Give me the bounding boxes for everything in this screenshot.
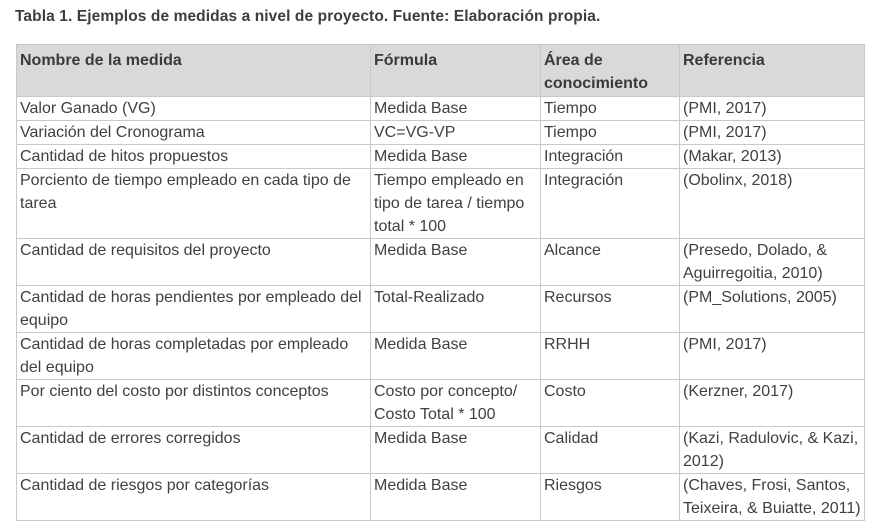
- cell-reference: (PM_Solutions, 2005): [680, 286, 865, 333]
- table-row: [17, 286, 865, 333]
- header-formula: Fórmula: [371, 45, 541, 97]
- cell-reference: (PMI, 2017): [680, 121, 865, 145]
- header-name: Nombre de la medida: [17, 45, 371, 97]
- cell-area: Riesgos: [541, 474, 680, 521]
- cell-name: Cantidad de hitos propuestos: [17, 145, 371, 169]
- table-row: [17, 380, 865, 427]
- cell-name: Cantidad de requisitos del proyecto: [17, 239, 371, 286]
- cell-area: Integración: [541, 145, 680, 169]
- cell-formula: Medida Base: [371, 333, 541, 380]
- cell-area: Alcance: [541, 239, 680, 286]
- measures-table: [16, 44, 865, 521]
- table-row: [17, 121, 865, 145]
- cell-area: Costo: [541, 380, 680, 427]
- cell-area: Calidad: [541, 427, 680, 474]
- table-row: [17, 97, 865, 121]
- cell-formula: Costo por concepto/ Costo Total * 100: [371, 380, 541, 427]
- cell-area: Tiempo: [541, 121, 680, 145]
- table-row: [17, 239, 865, 286]
- cell-reference: (Makar, 2013): [680, 145, 865, 169]
- table-row: [17, 145, 865, 169]
- cell-formula: Total-Realizado: [371, 286, 541, 333]
- header-area: Área de conocimiento: [541, 45, 680, 97]
- cell-formula: VC=VG-VP: [371, 121, 541, 145]
- cell-reference: (Kazi, Radulovic, & Kazi, 2012): [680, 427, 865, 474]
- cell-name: Cantidad de horas completadas por empleado del equipo: [17, 333, 371, 380]
- cell-name: Cantidad de riesgos por categorías: [17, 474, 371, 521]
- cell-reference: (PMI, 2017): [680, 333, 865, 380]
- table-row: [17, 427, 865, 474]
- cell-area: Integración: [541, 169, 680, 239]
- table-header-row: [17, 45, 865, 97]
- cell-name: Cantidad de horas pendientes por empleado del equipo: [17, 286, 371, 333]
- cell-formula: Medida Base: [371, 427, 541, 474]
- cell-reference: (Chaves, Frosi, Santos, Teixeira, & Buiatte, 2011): [680, 474, 865, 521]
- cell-reference: (Obolinx, 2018): [680, 169, 865, 239]
- cell-reference: (Kerzner, 2017): [680, 380, 865, 427]
- table-row: [17, 169, 865, 239]
- cell-name: Variación del Cronograma: [17, 121, 371, 145]
- cell-area: RRHH: [541, 333, 680, 380]
- cell-formula: Medida Base: [371, 97, 541, 121]
- cell-area: Recursos: [541, 286, 680, 333]
- cell-name: Cantidad de errores corregidos: [17, 427, 371, 474]
- header-reference: Referencia: [680, 45, 865, 97]
- cell-formula: Medida Base: [371, 239, 541, 286]
- cell-area: Tiempo: [541, 97, 680, 121]
- cell-reference: (Presedo, Dolado, & Aguirregoitia, 2010): [680, 239, 865, 286]
- table-row: [17, 333, 865, 380]
- cell-name: Por ciento del costo por distintos conceptos: [17, 380, 371, 427]
- cell-formula: Tiempo empleado en tipo de tarea / tiempo total * 100: [371, 169, 541, 239]
- cell-formula: Medida Base: [371, 145, 541, 169]
- table-caption: Tabla 1. Ejemplos de medidas a nivel de proyecto. Fuente: Elaboración propia.: [15, 8, 601, 25]
- table-row: [17, 474, 865, 521]
- cell-name: Valor Ganado (VG): [17, 97, 371, 121]
- cell-reference: (PMI, 2017): [680, 97, 865, 121]
- cell-name: Porciento de tiempo empleado en cada tipo de tarea: [17, 169, 371, 239]
- cell-formula: Medida Base: [371, 474, 541, 521]
